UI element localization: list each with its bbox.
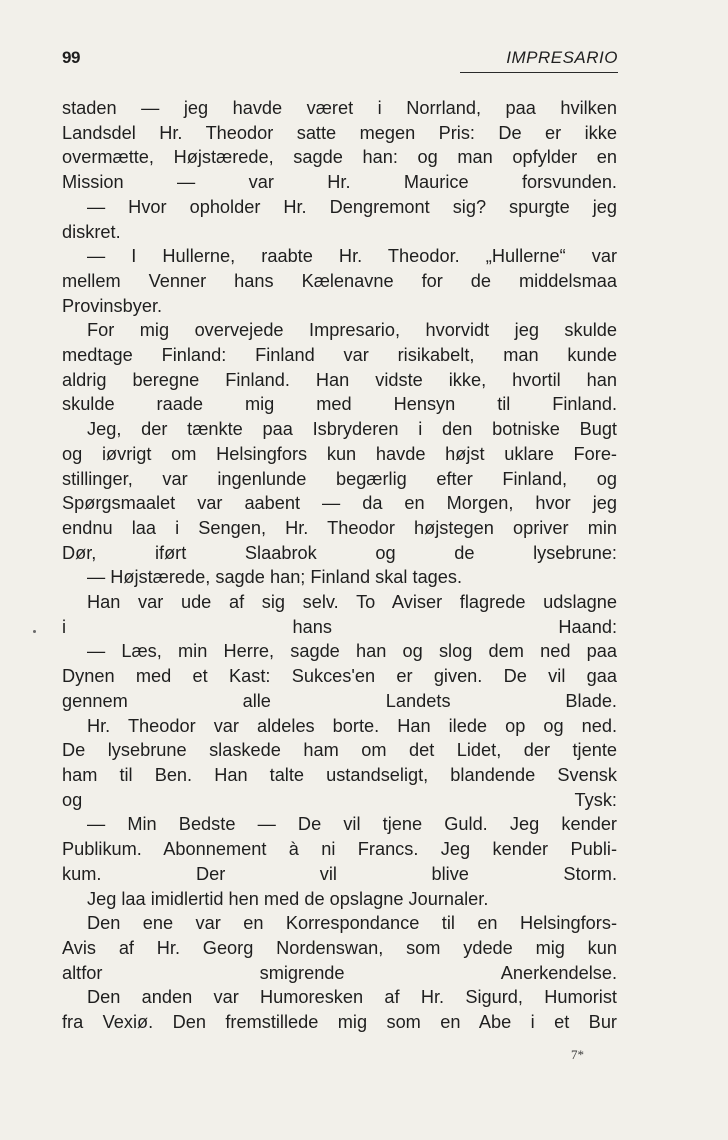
text-line: For mig overvejede Impresario, hvorvidt jeg skulde	[87, 320, 617, 341]
text-line: gennem alle Landets Blade.	[62, 690, 617, 711]
text-line: Jeg laa imidlertid hen med de opslagne Journaler.	[87, 888, 489, 909]
paragraph	[62, 417, 617, 565]
text-line: Den anden var Humoresken af Hr. Sigurd, Humorist	[87, 987, 617, 1008]
paragraph	[62, 812, 617, 886]
paragraph	[62, 565, 617, 590]
text-line: Dynen med et Kast: Sukces'en er given. De vil gaa	[62, 666, 617, 687]
paragraph	[62, 714, 617, 813]
text-line: medtage Finland: Finland var risikabelt, man kunde	[62, 345, 617, 366]
paragraph	[62, 639, 617, 713]
text-line: mellem Venner hans Kælenavne for de middelsmaa	[62, 270, 617, 291]
text-line: Mission — var Hr. Maurice forsvunden.	[62, 172, 617, 193]
text-line: overmætte, Højstærede, sagde han: og man opfylder en	[62, 147, 617, 168]
header-rule	[460, 72, 618, 73]
paragraph	[62, 887, 617, 912]
paragraph	[62, 590, 617, 639]
text-line: Han var ude af sig selv. To Aviser flagrede udslagne	[87, 592, 617, 613]
body-text	[62, 96, 617, 1035]
running-head: IMPRESARIO	[506, 48, 618, 67]
text-line: skulde raade mig med Hensyn til Finland.	[62, 394, 617, 415]
text-line: Provinsbyer.	[62, 295, 163, 316]
text-line: diskret.	[62, 221, 121, 242]
text-line: Hr. Theodor var aldeles borte. Han ilede op og ned.	[87, 715, 617, 736]
text-line: endnu laa i Sengen, Hr. Theodor højstegen opriver min	[62, 517, 617, 538]
paragraph	[62, 96, 617, 195]
text-line: stillinger, var ingenlunde begærlig efter Finland, og	[62, 468, 617, 489]
signature-mark: 7*	[571, 1047, 584, 1062]
paragraph	[62, 985, 617, 1034]
text-line: Publikum. Abonnement à ni Francs. Jeg kender Publi-	[62, 839, 617, 860]
text-line: Spørgsmaalet var aabent — da en Morgen, hvor jeg	[62, 493, 617, 514]
text-line: Landsdel Hr. Theodor satte megen Pris: De er ikke	[62, 122, 617, 143]
text-line: — Læs, min Herre, sagde han og slog dem ned paa	[87, 641, 617, 662]
text-line: — Højstærede, sagde han; Finland skal tages.	[87, 567, 463, 588]
text-line: altfor smigrende Anerkendelse.	[62, 962, 617, 983]
text-line: Jeg, der tænkte paa Isbryderen i den botniske Bugt	[87, 419, 617, 440]
text-line: Dør, iført Slaabrok og de lysebrune:	[62, 542, 617, 563]
margin-speck	[33, 630, 36, 633]
text-line: og Tysk:	[62, 789, 617, 810]
text-line: staden — jeg havde været i Norrland, paa hvilken	[62, 98, 617, 118]
text-line: — Min Bedste — De vil tjene Guld. Jeg kender	[87, 814, 617, 835]
page-number: 99	[62, 48, 80, 67]
text-line: aldrig beregne Finland. Han vidste ikke, hvortil han	[62, 369, 617, 390]
text-line: Den ene var en Korrespondance til en Helsingfors-	[87, 913, 617, 934]
text-line: fra Vexiø. Den fremstillede mig som en Abe i et Bur	[62, 1012, 617, 1033]
text-line: ham til Ben. Han talte ustandseligt, blandende Svensk	[62, 764, 617, 785]
text-line: og iøvrigt om Helsingfors kun havde højst uklare Fore-	[62, 443, 617, 464]
text-line: De lysebrune slaskede ham om det Lidet, der tjente	[62, 740, 617, 761]
paragraph	[62, 244, 617, 318]
text-line: Avis af Hr. Georg Nordenswan, som ydede mig kun	[62, 937, 617, 958]
text-line: — I Hullerne, raabte Hr. Theodor. „Hullerne“ var	[87, 246, 617, 267]
paragraph	[62, 911, 617, 985]
page-header	[62, 48, 618, 76]
text-line: — Hvor opholder Hr. Dengremont sig? spurgte jeg	[87, 196, 617, 217]
text-line: kum. Der vil blive Storm.	[62, 863, 617, 884]
paragraph	[62, 195, 617, 244]
paragraph	[62, 318, 617, 417]
text-line: i hans Haand:	[62, 616, 617, 637]
